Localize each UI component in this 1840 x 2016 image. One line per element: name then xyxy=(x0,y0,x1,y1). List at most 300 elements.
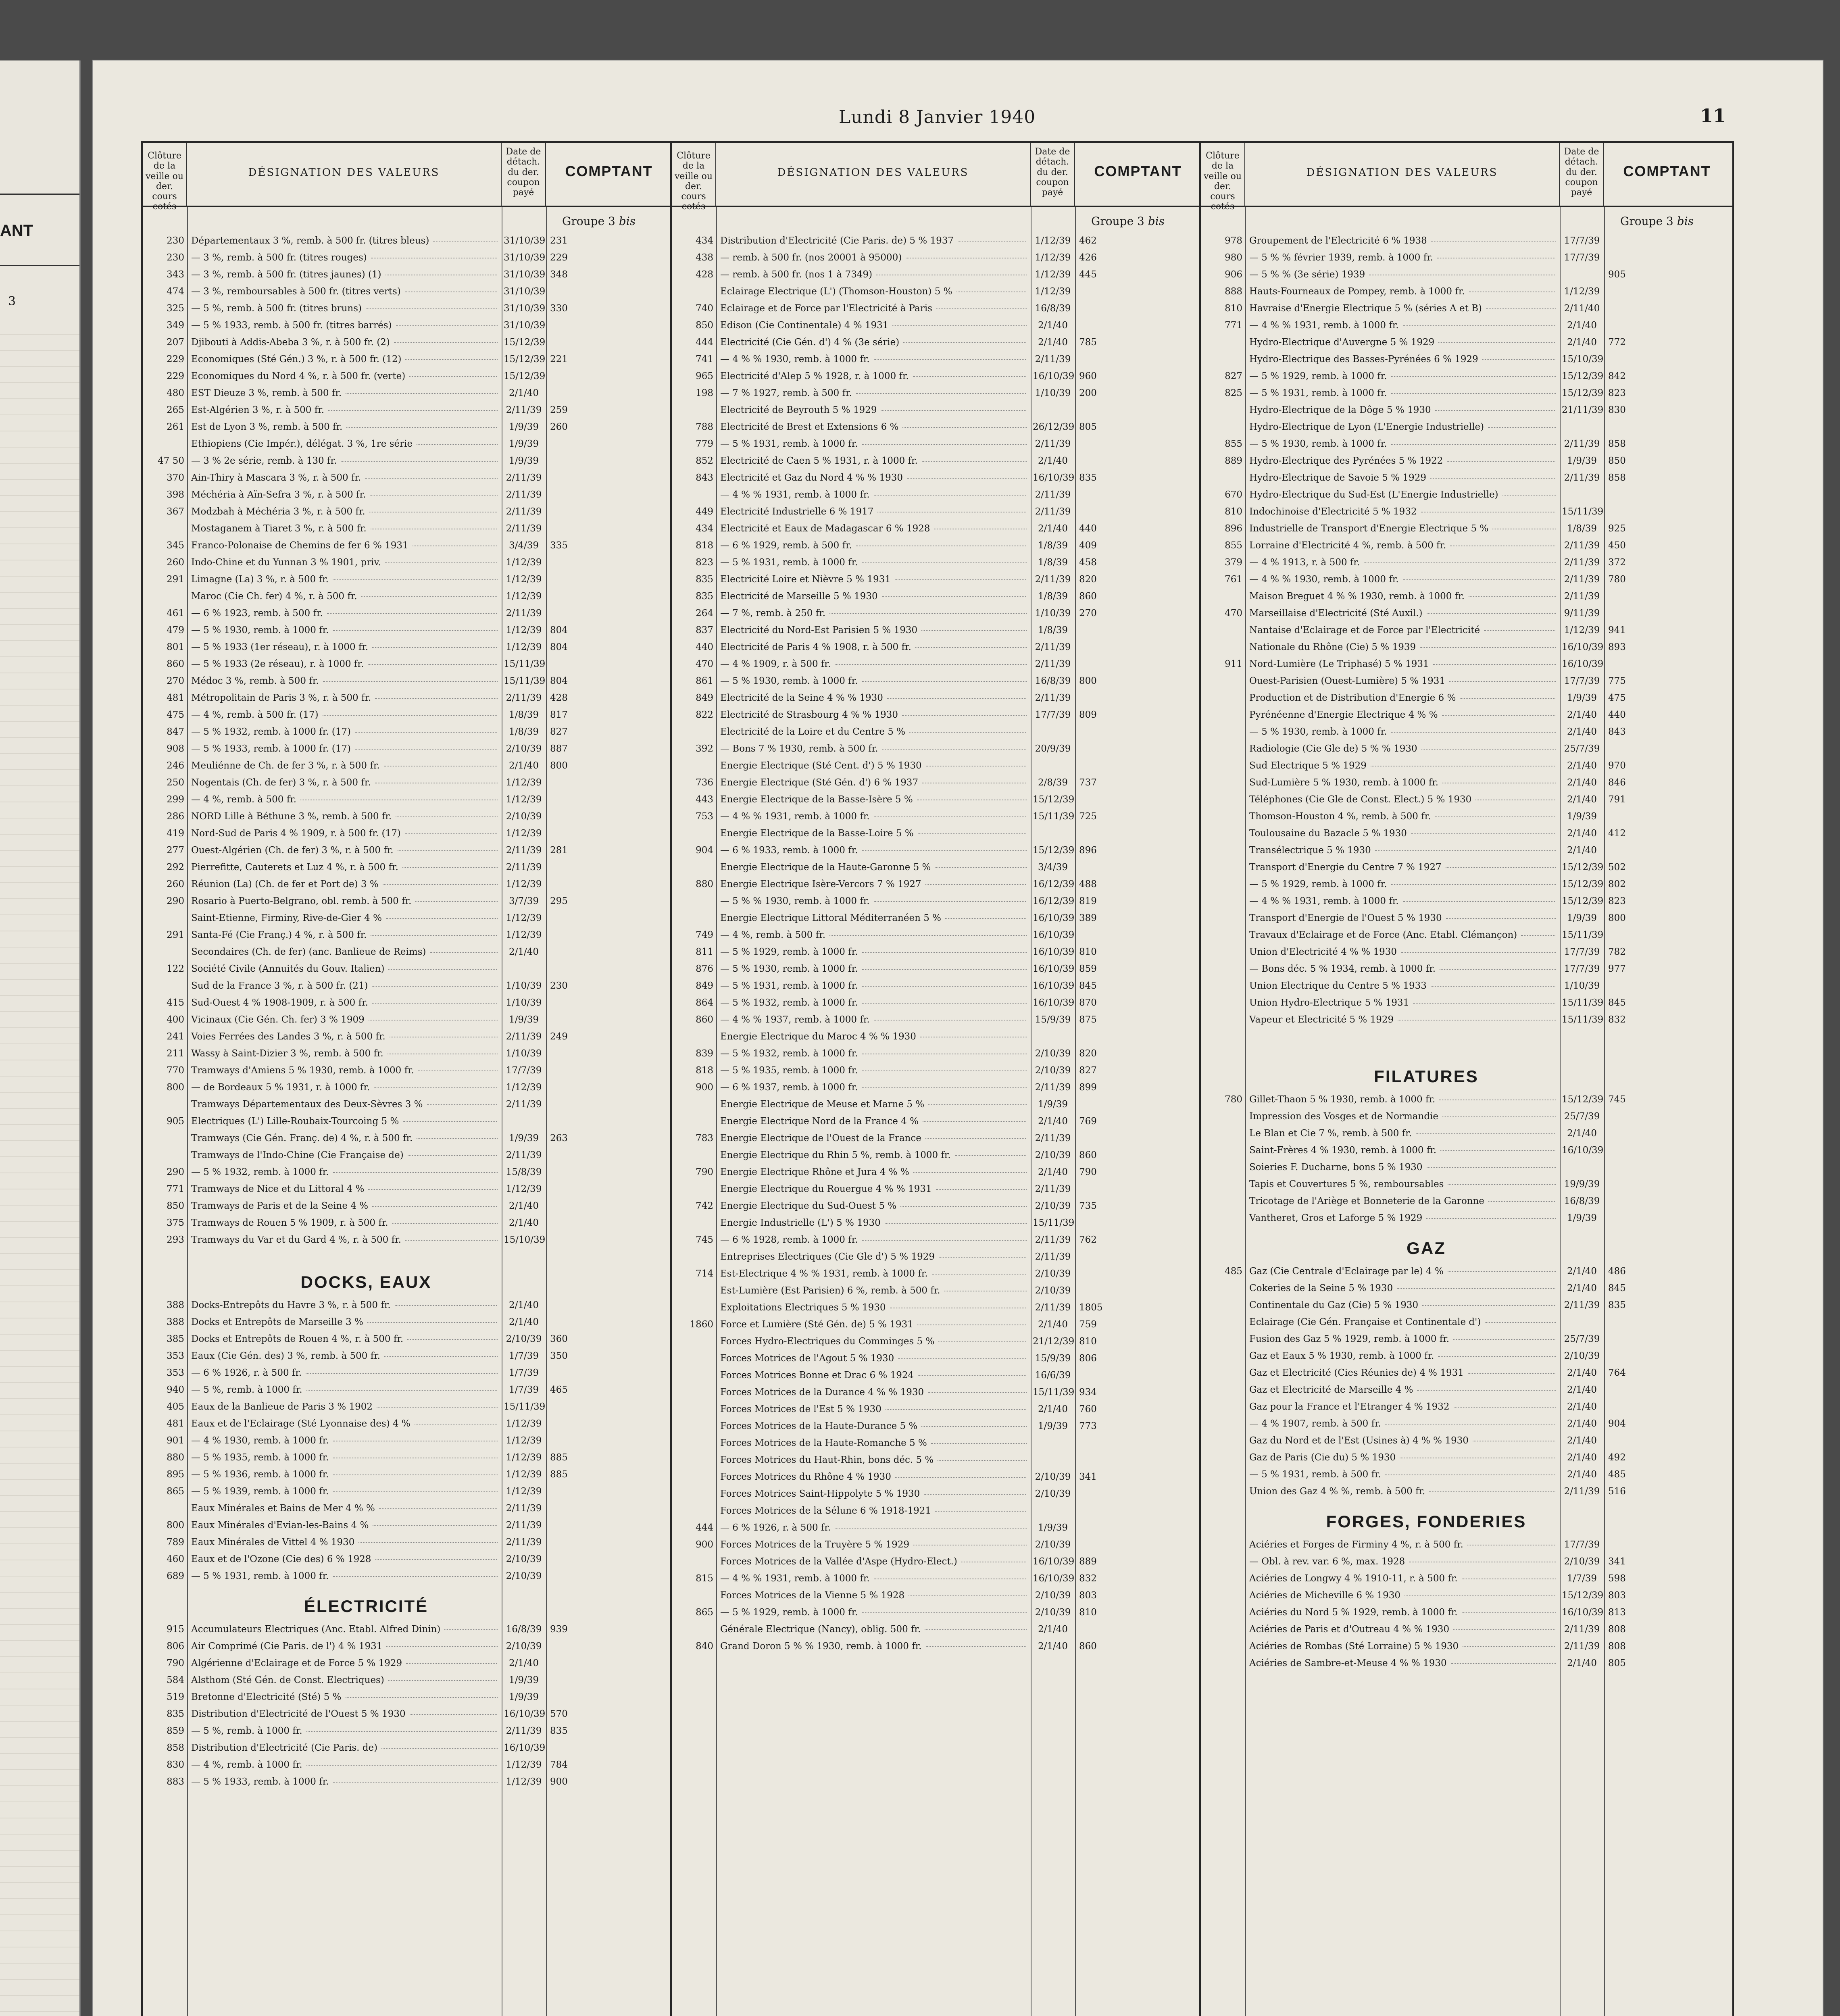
security-name: Travaux d'Eclairage et de Force (Anc. Etabl. Clémançon) xyxy=(1249,930,1556,940)
coupon-date: 2/1/40 xyxy=(1567,1128,1597,1139)
coupon-date: 1/8/39 xyxy=(1038,540,1068,551)
header-date-detach: Date de détach. du der. coupon payé xyxy=(502,143,546,207)
closing-price: 230 xyxy=(167,252,184,263)
security-name: Modzbah à Méchéria 3 %, r. à 500 fr. xyxy=(191,506,498,517)
closing-price: 264 xyxy=(696,608,713,619)
rows-list xyxy=(1201,1266,1732,1503)
coupon-date: 17/7/39 xyxy=(506,1065,542,1076)
table-row xyxy=(1201,1469,1732,1486)
security-name: Le Blan et Cie 7 %, remb. à 500 fr. xyxy=(1249,1128,1556,1139)
security-name: — 6 % 1926, r. à 500 fr. xyxy=(720,1522,1027,1533)
table-row xyxy=(1201,439,1732,456)
coupon-date: 25/7/39 xyxy=(1564,744,1600,754)
security-name: Société Civile (Annuités du Gouv. Italien) xyxy=(191,964,498,974)
table-row xyxy=(1201,930,1732,947)
page-header xyxy=(93,107,1823,131)
security-name: — 5 % 1931, remb. à 1000 fr. xyxy=(191,1571,498,1581)
coupon-date: 1/12/39 xyxy=(506,1418,542,1429)
coupon-date: 2/1/40 xyxy=(1567,1418,1597,1429)
cash-price: 960 xyxy=(1079,371,1097,381)
security-name: — 4 %, remb. à 500 fr. xyxy=(191,794,498,805)
table-row xyxy=(1201,1418,1732,1435)
cash-price: 341 xyxy=(1079,1472,1097,1482)
coupon-date: 1/8/39 xyxy=(1038,591,1068,602)
security-name: — 7 %, remb. à 250 fr. xyxy=(720,608,1027,619)
coupon-date: 3/4/39 xyxy=(1038,862,1068,873)
security-name: — 6 % 1929, remb. à 500 fr. xyxy=(720,540,1027,551)
cash-price: 270 xyxy=(1079,608,1097,619)
security-name: Energie Electrique Littoral Méditerranéen 5 % xyxy=(720,913,1027,923)
security-name: Production et de Distribution d'Energie 6 % xyxy=(1249,693,1556,703)
closing-price: 367 xyxy=(167,506,184,517)
security-name: Eclairage et de Force par l'Electricité à Paris xyxy=(720,303,1027,314)
closing-price: 349 xyxy=(167,320,184,331)
closing-price: 749 xyxy=(696,930,713,940)
column-block-3 xyxy=(1201,143,1732,2016)
table-row xyxy=(672,1252,1199,1268)
coupon-date: 1/12/39 xyxy=(506,913,542,923)
closing-price: 865 xyxy=(167,1486,184,1497)
table-row xyxy=(143,1641,670,1658)
security-name: Aciéries de Paris et d'Outreau 4 % % 1930 xyxy=(1249,1624,1556,1635)
security-name: Distribution d'Electricité (Cie Paris. de) xyxy=(191,1743,498,1753)
coupon-date: 1/9/39 xyxy=(1567,1213,1597,1223)
security-name: — remb. à 500 fr. (nos 20001 à 95000) xyxy=(720,252,1027,263)
coupon-date: 17/7/39 xyxy=(1564,252,1600,263)
security-name: Vapeur et Electricité 5 % 1929 xyxy=(1249,1014,1556,1025)
coupon-date: 1/9/39 xyxy=(508,1692,539,1702)
column-body xyxy=(143,207,670,2016)
cash-price: 409 xyxy=(1079,540,1097,551)
security-name: Alsthom (Sté Gén. de Const. Electriques) xyxy=(191,1675,498,1685)
security-name: Secondaires (Ch. de fer) (anc. Banlieue de Reims) xyxy=(191,947,498,957)
cash-price: 805 xyxy=(1608,1658,1626,1668)
cash-price: 885 xyxy=(550,1452,568,1463)
closing-price: 883 xyxy=(167,1776,184,1787)
table-row xyxy=(1201,1590,1732,1607)
security-name: — 5 % 1932, remb. à 1000 fr. xyxy=(720,998,1027,1008)
table-row xyxy=(672,1184,1199,1201)
table-row xyxy=(1201,1111,1732,1128)
cash-price: 780 xyxy=(1608,574,1626,585)
security-name: — 5 % 1931, remb. à 1000 fr. xyxy=(720,557,1027,568)
cash-price: 450 xyxy=(1608,540,1626,551)
table-row xyxy=(672,574,1199,591)
coupon-date: 1/12/39 xyxy=(1035,235,1071,246)
security-name: Energie Industrielle (L') 5 % 1930 xyxy=(720,1218,1027,1228)
security-name: Energie Electrique du Rouergue 4 % % 1931 xyxy=(720,1184,1027,1194)
cash-price: 805 xyxy=(1079,422,1097,432)
security-name: Forces Motrices du Rhône 4 % 1930 xyxy=(720,1472,1027,1482)
closing-price: 835 xyxy=(696,574,713,585)
coupon-date: 15/12/39 xyxy=(504,371,546,381)
coupon-date: 2/11/39 xyxy=(1564,574,1600,585)
security-name: Electricité de Marseille 5 % 1930 xyxy=(720,591,1027,602)
coupon-date: 2/1/40 xyxy=(1567,1435,1597,1446)
security-name: Hydro-Electrique d'Auvergne 5 % 1929 xyxy=(1249,337,1556,348)
table-row xyxy=(143,1743,670,1760)
coupon-date: 2/11/39 xyxy=(506,1031,542,1042)
security-name: Union Hydro-Electrique 5 % 1931 xyxy=(1249,998,1556,1008)
coupon-date: 1/9/39 xyxy=(1038,1099,1068,1110)
closing-price: 444 xyxy=(696,337,713,348)
security-name: Cokeries de la Seine 5 % 1930 xyxy=(1249,1283,1556,1293)
closing-price: 810 xyxy=(1225,303,1242,314)
table-row xyxy=(672,1522,1199,1539)
closing-price: 353 xyxy=(167,1368,184,1378)
security-name: Nationale du Rhône (Cie) 5 % 1939 xyxy=(1249,642,1556,652)
cash-price: 440 xyxy=(1079,523,1097,534)
table-row xyxy=(1201,303,1732,320)
coupon-date: 2/11/39 xyxy=(506,473,542,483)
section-title-gaz: GAZ xyxy=(1407,1239,1446,1258)
table-row xyxy=(143,642,670,659)
table-row xyxy=(1201,371,1732,388)
table-row xyxy=(143,1150,670,1167)
table-row xyxy=(143,252,670,269)
cash-price: 843 xyxy=(1608,727,1626,737)
security-name: Maroc (Cie Ch. fer) 4 %, r. à 500 fr. xyxy=(191,591,498,602)
coupon-date: 1/12/39 xyxy=(1035,252,1071,263)
coupon-date: 2/11/39 xyxy=(506,1537,542,1547)
table-row xyxy=(1201,286,1732,303)
security-name: — 5 % 1933, remb. à 1000 fr. xyxy=(191,1776,498,1787)
coupon-date: 1/12/39 xyxy=(506,591,542,602)
coupon-date: 1/9/39 xyxy=(1567,913,1597,923)
coupon-date: 17/7/39 xyxy=(1564,947,1600,957)
coupon-date: 15/11/39 xyxy=(504,1402,546,1412)
closing-price: 419 xyxy=(167,828,184,839)
coupon-date: 2/11/39 xyxy=(1035,574,1071,585)
coupon-date: 2/11/39 xyxy=(506,1726,542,1736)
security-name: — Obl. à rev. var. 6 %, max. 1928 xyxy=(1249,1556,1556,1567)
table-row xyxy=(143,1300,670,1317)
security-name: Electricité de Paris 4 % 1908, r. à 500 fr. xyxy=(720,642,1027,652)
cash-price: 823 xyxy=(1608,896,1626,906)
security-name: Economiques du Nord 4 %, r. à 500 fr. (verte) xyxy=(191,371,498,381)
security-name: Eaux et de l'Ozone (Cie des) 6 % 1928 xyxy=(191,1554,498,1564)
security-name: — 5 % 1931, remb. à 1000 fr. xyxy=(720,981,1027,991)
column-header xyxy=(1201,143,1732,212)
coupon-date: 1/8/39 xyxy=(508,710,539,720)
closing-price: 461 xyxy=(167,608,184,619)
table-row xyxy=(672,506,1199,523)
table-row xyxy=(672,879,1199,896)
closing-price: 940 xyxy=(167,1385,184,1395)
cash-price: 835 xyxy=(1608,1300,1626,1310)
coupon-date: 16/8/39 xyxy=(1035,303,1071,314)
coupon-date: 2/11/40 xyxy=(1564,303,1600,314)
table-row xyxy=(1201,1658,1732,1675)
security-name: — 5 % 1931, remb. à 1000 fr. xyxy=(720,439,1027,449)
coupon-date: 1/12/39 xyxy=(506,625,542,635)
table-row xyxy=(143,1692,670,1709)
security-name: Energie Electrique Isère-Vercors 7 % 1927 xyxy=(720,879,1027,889)
cash-price: 775 xyxy=(1608,676,1626,686)
security-name: Eaux Minérales et Bains de Mer 4 % % xyxy=(191,1503,498,1514)
security-name: — 4 % % 1931, remb. à 1000 fr. xyxy=(1249,320,1556,331)
cash-price: 389 xyxy=(1079,913,1097,923)
security-name: — 4 % 1907, remb. à 500 fr. xyxy=(1249,1418,1556,1429)
table-row xyxy=(672,744,1199,760)
table-row xyxy=(1201,1162,1732,1179)
coupon-date: 31/10/39 xyxy=(504,252,546,263)
security-name: Energie Electrique du Maroc 4 % % 1930 xyxy=(720,1031,1027,1042)
coupon-date: 1/7/39 xyxy=(508,1351,539,1361)
table-row xyxy=(143,1486,670,1503)
table-row xyxy=(143,1218,670,1235)
rows-list xyxy=(143,1300,670,1588)
table-row xyxy=(672,1167,1199,1184)
security-name: Union d'Electricité 4 % % 1930 xyxy=(1249,947,1556,957)
table-row xyxy=(672,523,1199,540)
security-name: Aciéries de Sambre-et-Meuse 4 % % 1930 xyxy=(1249,1658,1556,1668)
closing-price: 345 xyxy=(167,540,184,551)
cash-price: 934 xyxy=(1079,1387,1097,1397)
table-row xyxy=(672,1099,1199,1116)
table-row xyxy=(143,1317,670,1334)
coupon-date: 15/12/39 xyxy=(1562,896,1604,906)
coupon-date: 15/11/39 xyxy=(1033,811,1075,822)
coupon-date: 2/10/39 xyxy=(506,1641,542,1652)
security-name: Thomson-Houston 4 %, remb. à 500 fr. xyxy=(1249,811,1556,822)
cash-price: 760 xyxy=(1079,1404,1097,1414)
table-row xyxy=(1201,1145,1732,1162)
security-name: — 5 %, remb. à 1000 fr. xyxy=(191,1726,498,1736)
cash-price: 941 xyxy=(1608,625,1626,635)
table-row xyxy=(672,473,1199,489)
security-name: Tramways (Cie Gén. Franç. de) 4 %, r. à 500 fr. xyxy=(191,1133,498,1143)
cash-price: 858 xyxy=(1608,473,1626,483)
closing-price: 443 xyxy=(696,794,713,805)
table-row xyxy=(1201,981,1732,998)
coupon-date: 3/4/39 xyxy=(508,540,539,551)
security-name: Méchéria à Aïn-Sefra 3 %, r. à 500 fr. xyxy=(191,489,498,500)
security-name: Nogentais (Ch. de fer) 3 %, r. à 500 fr. xyxy=(191,777,498,788)
header-comptant: COMPTANT xyxy=(565,163,653,179)
rows-list xyxy=(143,235,670,1252)
coupon-date: 2/10/39 xyxy=(506,744,542,754)
security-name: — 4 % % 1931, remb. à 1000 fr. xyxy=(720,489,1027,500)
cash-price: 485 xyxy=(1608,1469,1626,1480)
cash-price: 486 xyxy=(1608,1266,1626,1277)
coupon-date: 2/1/40 xyxy=(1567,320,1597,331)
cash-price: 842 xyxy=(1608,371,1626,381)
table-row xyxy=(1201,1014,1732,1031)
table-row xyxy=(672,964,1199,981)
security-name: — 5 % 1936, remb. à 1000 fr. xyxy=(191,1469,498,1480)
groupe-label: Groupe 3 bis xyxy=(562,215,636,228)
table-row xyxy=(143,405,670,422)
closing-price: 888 xyxy=(1225,286,1242,297)
coupon-date: 2/1/40 xyxy=(1038,337,1068,348)
security-name: Energie Electrique (Sté Cent. d') 5 % 1930 xyxy=(720,760,1027,771)
coupon-date: 15/12/39 xyxy=(1562,371,1604,381)
coupon-date: 2/1/40 xyxy=(1038,320,1068,331)
closing-price: 789 xyxy=(167,1537,184,1547)
security-name: Electricité du Nord-Est Parisien 5 % 1930 xyxy=(720,625,1027,635)
security-name: Gaz pour la France et l'Etranger 4 % 1932 xyxy=(1249,1402,1556,1412)
security-name: — 5 % 1930, remb. à 1000 fr. xyxy=(1249,439,1556,449)
table-row xyxy=(143,1418,670,1435)
coupon-date: 2/10/39 xyxy=(1035,1285,1071,1296)
security-name: Docks-Entrepôts du Havre 3 %, r. à 500 fr. xyxy=(191,1300,498,1310)
security-name: Energie Electrique de la Haute-Garonne 5 % xyxy=(720,862,1027,873)
coupon-date: 2/11/39 xyxy=(506,405,542,415)
coupon-date: 2/1/40 xyxy=(508,947,539,957)
security-name: Havraise d'Energie Electrique 5 % (séries A et B) xyxy=(1249,303,1556,314)
closing-price: 379 xyxy=(1225,557,1242,568)
coupon-date: 16/10/39 xyxy=(504,1743,546,1753)
coupon-date: 16/10/39 xyxy=(1562,1607,1604,1618)
coupon-date: 21/12/39 xyxy=(1033,1336,1075,1347)
security-name: Transport d'Energie du Centre 7 % 1927 xyxy=(1249,862,1556,873)
security-name: Air Comprimé (Cie Paris. de l') 4 % 1931 xyxy=(191,1641,498,1652)
table-row xyxy=(672,1319,1199,1336)
coupon-date: 1/7/39 xyxy=(508,1368,539,1378)
security-name: — de Bordeaux 5 % 1931, r. à 1000 fr. xyxy=(191,1082,498,1093)
previous-page-text xyxy=(0,319,81,2016)
security-name: — 5 % % février 1939, remb. à 1000 fr. xyxy=(1249,252,1556,263)
table-row xyxy=(143,625,670,642)
table-row xyxy=(143,1065,670,1082)
security-name: Union des Gaz 4 % %, remb. à 500 fr. xyxy=(1249,1486,1556,1497)
table-row xyxy=(143,1435,670,1452)
coupon-date: 1/12/39 xyxy=(506,1469,542,1480)
table-row xyxy=(143,1571,670,1588)
security-name: Energie Electrique (Sté Gén. d') 6 % 1937 xyxy=(720,777,1027,788)
security-name: Saint-Etienne, Firminy, Rive-de-Gier 4 % xyxy=(191,913,498,923)
table-row xyxy=(672,1268,1199,1285)
security-name: Aciéries et Forges de Firminy 4 %, r. à 500 fr. xyxy=(1249,1539,1556,1550)
previous-page-group: 3 xyxy=(8,294,16,308)
closing-price: 434 xyxy=(696,523,713,534)
cash-price: 823 xyxy=(1608,388,1626,398)
cash-price: 231 xyxy=(550,235,568,246)
table-row xyxy=(1201,574,1732,591)
coupon-date: 1/12/39 xyxy=(506,574,542,585)
rows-list xyxy=(672,235,1199,1658)
security-name: Hydro-Electrique de Savoie 5 % 1929 xyxy=(1249,473,1556,483)
security-name: Gaz et Electricité de Marseille 4 % xyxy=(1249,1385,1556,1395)
closing-price: 291 xyxy=(167,574,184,585)
table-row xyxy=(672,794,1199,811)
cash-price: 820 xyxy=(1079,574,1097,585)
coupon-date: 2/10/39 xyxy=(1035,1539,1071,1550)
coupon-date: 2/11/39 xyxy=(1564,591,1600,602)
coupon-date: 31/10/39 xyxy=(504,320,546,331)
coupon-date: 2/1/40 xyxy=(1567,1266,1597,1277)
closing-price: 849 xyxy=(696,981,713,991)
security-name: Sud-Lumière 5 % 1930, remb. à 1000 fr. xyxy=(1249,777,1556,788)
table-row xyxy=(1201,489,1732,506)
security-name: Bretonne d'Electricité (Sté) 5 % xyxy=(191,1692,498,1702)
coupon-date: 2/11/39 xyxy=(1035,693,1071,703)
security-name: Hydro-Electrique de Lyon (L'Energie Industrielle) xyxy=(1249,422,1556,432)
coupon-date: 2/11/39 xyxy=(1564,1624,1600,1635)
cash-price: 925 xyxy=(1608,523,1626,534)
coupon-date: 2/11/39 xyxy=(1564,1486,1600,1497)
table-row xyxy=(672,388,1199,405)
page-number: 11 xyxy=(1700,105,1726,127)
closing-price: 241 xyxy=(167,1031,184,1042)
coupon-date: 2/10/39 xyxy=(1564,1556,1600,1567)
table-row xyxy=(1201,405,1732,422)
cash-price: 769 xyxy=(1079,1116,1097,1127)
table-row xyxy=(143,1235,670,1252)
security-name: — 5 % 1930, remb. à 1000 fr. xyxy=(191,625,498,635)
closing-price: 770 xyxy=(167,1065,184,1076)
table-row xyxy=(672,811,1199,828)
cash-price: 784 xyxy=(550,1760,568,1770)
table-row xyxy=(672,235,1199,252)
security-name: Ain-Thiry à Mascara 3 %, r. à 500 fr. xyxy=(191,473,498,483)
closing-price: 398 xyxy=(167,489,184,500)
security-name: — 5 % 1929, remb. à 1000 fr. xyxy=(1249,879,1556,889)
security-name: Rosario à Puerto-Belgrano, obl. remb. à 500 fr. xyxy=(191,896,498,906)
coupon-date: 25/7/39 xyxy=(1564,1334,1600,1344)
coupon-date: 2/11/39 xyxy=(1035,642,1071,652)
table-row xyxy=(143,1031,670,1048)
cash-price: 977 xyxy=(1608,964,1626,974)
cash-price: 802 xyxy=(1608,879,1626,889)
closing-price: 745 xyxy=(696,1235,713,1245)
security-name: — 4 % 1909, r. à 500 fr. xyxy=(720,659,1027,669)
security-name: Médoc 3 %, remb. à 500 fr. xyxy=(191,676,498,686)
cash-price: 860 xyxy=(1079,1641,1097,1652)
closing-price: 900 xyxy=(696,1539,713,1550)
coupon-date: 17/7/39 xyxy=(1035,710,1071,720)
table-row xyxy=(143,473,670,489)
security-name: Forces Motrices de la Durance 4 % % 1930 xyxy=(720,1387,1027,1397)
table-row xyxy=(143,574,670,591)
security-name: Indochinoise d'Electricité 5 % 1932 xyxy=(1249,506,1556,517)
cash-price: 735 xyxy=(1079,1201,1097,1211)
table-row xyxy=(1201,676,1732,693)
security-name: Electricité Industrielle 6 % 1917 xyxy=(720,506,1027,517)
security-name: Electricité et Eaux de Madagascar 6 % 1928 xyxy=(720,523,1027,534)
table-row xyxy=(143,608,670,625)
coupon-date: 1/9/39 xyxy=(1038,1522,1068,1533)
table-row xyxy=(672,439,1199,456)
coupon-date: 15/12/39 xyxy=(504,337,546,348)
security-name: Marseillaise d'Electricité (Sté Auxil.) xyxy=(1249,608,1556,619)
table-row xyxy=(1201,1368,1732,1385)
security-name: Ouest-Parisien (Ouest-Lumière) 5 % 1931 xyxy=(1249,676,1556,686)
closing-price: 840 xyxy=(696,1641,713,1652)
cash-price: 939 xyxy=(550,1624,568,1635)
coupon-date: 2/10/39 xyxy=(1035,1150,1071,1160)
security-name: — 6 % 1926, r. à 500 fr. xyxy=(191,1368,498,1378)
table-row xyxy=(1201,1179,1732,1196)
cash-price: 737 xyxy=(1079,777,1097,788)
coupon-date: 2/11/39 xyxy=(506,1503,542,1514)
security-name: — 4 %, remb. à 500 fr. xyxy=(720,930,1027,940)
coupon-date: 15/11/39 xyxy=(504,659,546,669)
coupon-date: 2/11/39 xyxy=(506,1099,542,1110)
cash-price: 281 xyxy=(550,845,568,856)
table-row xyxy=(143,1082,670,1099)
coupon-date: 1/12/39 xyxy=(506,777,542,788)
table-row xyxy=(672,1048,1199,1065)
security-name: — 5 % 1931, remb. à 1000 fr. xyxy=(1249,388,1556,398)
security-name: Tramways de Nice et du Littoral 4 % xyxy=(191,1184,498,1194)
coupon-date: 2/11/39 xyxy=(1564,1641,1600,1652)
coupon-date: 2/11/39 xyxy=(506,608,542,619)
security-name: Eaux de la Banlieue de Paris 3 % 1902 xyxy=(191,1402,498,1412)
security-name: — 5 % 1933 (2e réseau), r. à 1000 fr. xyxy=(191,659,498,669)
header-designation: DÉSIGNATION DES VALEURS xyxy=(1245,143,1560,207)
